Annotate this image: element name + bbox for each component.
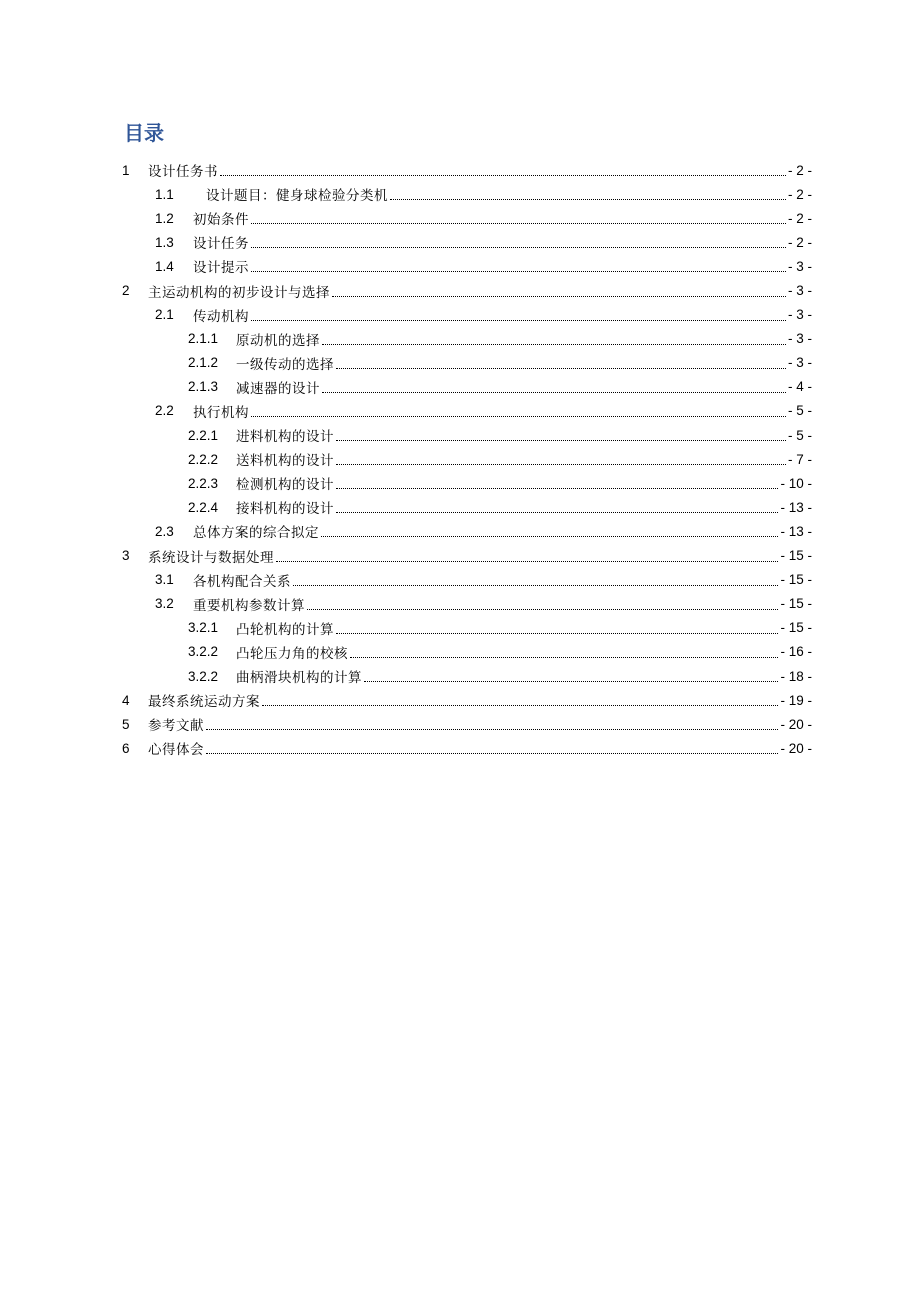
toc-entry-page: - 13 -	[780, 499, 812, 515]
toc-entry[interactable]	[122, 736, 812, 760]
toc-dot-leader	[307, 608, 778, 610]
toc-entry-page: - 2 -	[787, 210, 812, 226]
toc-entry-page: - 15 -	[780, 548, 812, 564]
toc-entry-page: - 3 -	[787, 258, 812, 274]
toc-entry[interactable]	[122, 423, 812, 447]
toc-entry-page: - 5 -	[787, 403, 812, 419]
toc-entry-title: 设计任务	[193, 236, 249, 253]
toc-title: 目录	[124, 121, 164, 145]
toc-entry-title: 减速器的设计	[236, 380, 320, 397]
toc-entry-number: 2.2	[155, 403, 174, 419]
toc-entry-page: - 2 -	[787, 186, 812, 202]
toc-entry-number: 1.2	[155, 210, 174, 226]
toc-dot-leader	[350, 656, 778, 658]
toc-entry-number: 3	[122, 548, 130, 564]
toc-dot-leader	[251, 222, 786, 224]
toc-dot-leader	[336, 463, 786, 465]
toc-entry[interactable]	[122, 519, 812, 543]
toc-entry[interactable]	[122, 375, 812, 399]
toc-entry-number: 3.1	[155, 572, 174, 588]
toc-entry-title: 参考文献	[148, 718, 204, 735]
toc-entry[interactable]	[122, 327, 812, 351]
toc-dot-leader	[251, 270, 786, 272]
toc-entry-number: 3.2	[155, 596, 174, 612]
toc-entry-page: - 15 -	[780, 596, 812, 612]
toc-dot-leader	[364, 680, 778, 682]
toc-entry[interactable]	[122, 399, 812, 423]
toc-entry[interactable]	[122, 471, 812, 495]
toc-dot-leader	[293, 584, 778, 586]
toc-entry-page: - 5 -	[787, 427, 812, 443]
toc-dot-leader	[322, 343, 786, 345]
toc-entry-number: 1.4	[155, 258, 174, 274]
toc-entry-number: 1.1	[155, 186, 174, 202]
toc-entry-number: 2.1.1	[188, 331, 219, 347]
toc-entry[interactable]	[122, 568, 812, 592]
toc-dot-leader	[336, 511, 778, 513]
toc-entry-title: 一级传动的选择	[236, 356, 334, 373]
toc-entry-page: - 2 -	[787, 162, 812, 178]
toc-entry[interactable]	[122, 688, 812, 712]
toc-entry[interactable]	[122, 158, 812, 182]
toc-entry[interactable]	[122, 182, 812, 206]
toc-entry-page: - 15 -	[780, 572, 812, 588]
toc-entry[interactable]	[122, 616, 812, 640]
toc-dot-leader	[336, 632, 778, 634]
toc-entry-page: - 20 -	[780, 716, 812, 732]
toc-entry-title: 初始条件	[193, 212, 249, 229]
toc-entry-title: 接料机构的设计	[236, 501, 334, 518]
toc-entry-title: 心得体会	[148, 742, 204, 759]
toc-entry-title: 主运动机构的初步设计与选择	[148, 284, 330, 301]
toc-entry-number: 2.1	[155, 307, 174, 323]
toc-entry-title: 传动机构	[193, 308, 249, 325]
toc-entry[interactable]	[122, 278, 812, 302]
toc-entry-page: - 10 -	[780, 475, 812, 491]
toc-entry-number: 1	[122, 162, 130, 178]
toc-entry-page: - 13 -	[780, 523, 812, 539]
toc-entry-title: 设计任务书	[148, 164, 218, 181]
toc-entry[interactable]	[122, 254, 812, 278]
toc-entry-title: 总体方案的综合拟定	[193, 525, 319, 542]
toc-entry-number: 2.2.2	[188, 451, 219, 467]
toc-entry-page: - 19 -	[780, 692, 812, 708]
toc-entry-page: - 3 -	[787, 307, 812, 323]
toc-dot-leader	[276, 560, 778, 562]
toc-entry-title: 原动机的选择	[236, 332, 320, 349]
toc-dot-leader	[251, 319, 786, 321]
toc-entry-page: - 16 -	[780, 644, 812, 660]
toc-entry-number: 4	[122, 692, 130, 708]
toc-entry-page: - 4 -	[787, 379, 812, 395]
toc-entry-title: 凸轮压力角的校核	[236, 645, 348, 662]
toc-entry-number: 2.2.3	[188, 475, 219, 491]
toc-entry-number: 5	[122, 716, 130, 732]
toc-entry[interactable]	[122, 592, 812, 616]
toc-entry-title: 设计题目：健身球检验分类机	[206, 188, 388, 205]
toc-list	[122, 158, 812, 760]
toc-entry-number: 2.1.3	[188, 379, 219, 395]
toc-entry[interactable]	[122, 712, 812, 736]
toc-dot-leader	[336, 367, 786, 369]
toc-entry-number: 3.2.1	[188, 620, 219, 636]
toc-entry[interactable]	[122, 544, 812, 568]
toc-dot-leader	[321, 535, 778, 537]
toc-dot-leader	[390, 198, 786, 200]
toc-dot-leader	[336, 439, 786, 441]
toc-entry[interactable]	[122, 447, 812, 471]
toc-entry-title: 检测机构的设计	[236, 477, 334, 494]
toc-dot-leader	[206, 752, 778, 754]
toc-entry[interactable]	[122, 495, 812, 519]
toc-entry-title: 进料机构的设计	[236, 429, 334, 446]
toc-entry-page: - 3 -	[787, 331, 812, 347]
toc-entry-title: 设计提示	[193, 260, 249, 277]
toc-entry-page: - 20 -	[780, 740, 812, 756]
toc-dot-leader	[251, 246, 786, 248]
toc-entry-page: - 2 -	[787, 234, 812, 250]
toc-entry[interactable]	[122, 351, 812, 375]
toc-entry-number: 2.3	[155, 523, 174, 539]
toc-dot-leader	[322, 391, 786, 393]
toc-entry-number: 2.2.1	[188, 427, 219, 443]
toc-entry-page: - 15 -	[780, 620, 812, 636]
toc-entry-number: 3.2.2	[188, 668, 219, 684]
toc-entry-title: 曲柄滑块机构的计算	[236, 670, 362, 687]
toc-entry-number: 1.3	[155, 234, 174, 250]
toc-entry-title: 各机构配合关系	[193, 573, 291, 590]
toc-entry[interactable]	[122, 303, 812, 327]
toc-entry[interactable]	[122, 640, 812, 664]
toc-entry[interactable]	[122, 230, 812, 254]
toc-entry-title: 系统设计与数据处理	[148, 549, 274, 566]
toc-entry-number: 3.2.2	[188, 644, 219, 660]
toc-dot-leader	[251, 415, 786, 417]
toc-entry-title: 最终系统运动方案	[148, 694, 260, 711]
toc-entry[interactable]	[122, 664, 812, 688]
toc-dot-leader	[336, 487, 778, 489]
toc-dot-leader	[262, 704, 778, 706]
toc-entry-number: 2	[122, 283, 130, 299]
toc-dot-leader	[220, 174, 786, 176]
toc-entry-title: 送料机构的设计	[236, 453, 334, 470]
toc-dot-leader	[206, 728, 778, 730]
toc-entry-number: 2.2.4	[188, 499, 219, 515]
toc-dot-leader	[332, 295, 786, 297]
toc-entry-title: 重要机构参数计算	[193, 597, 305, 614]
toc-entry-page: - 18 -	[780, 668, 812, 684]
toc-entry-page: - 3 -	[787, 355, 812, 371]
toc-entry-number: 6	[122, 740, 130, 756]
toc-entry-title: 凸轮机构的计算	[236, 621, 334, 638]
toc-entry-title: 执行机构	[193, 404, 249, 421]
toc-entry-page: - 3 -	[787, 283, 812, 299]
toc-entry-page: - 7 -	[787, 451, 812, 467]
toc-entry[interactable]	[122, 206, 812, 230]
toc-entry-number: 2.1.2	[188, 355, 219, 371]
